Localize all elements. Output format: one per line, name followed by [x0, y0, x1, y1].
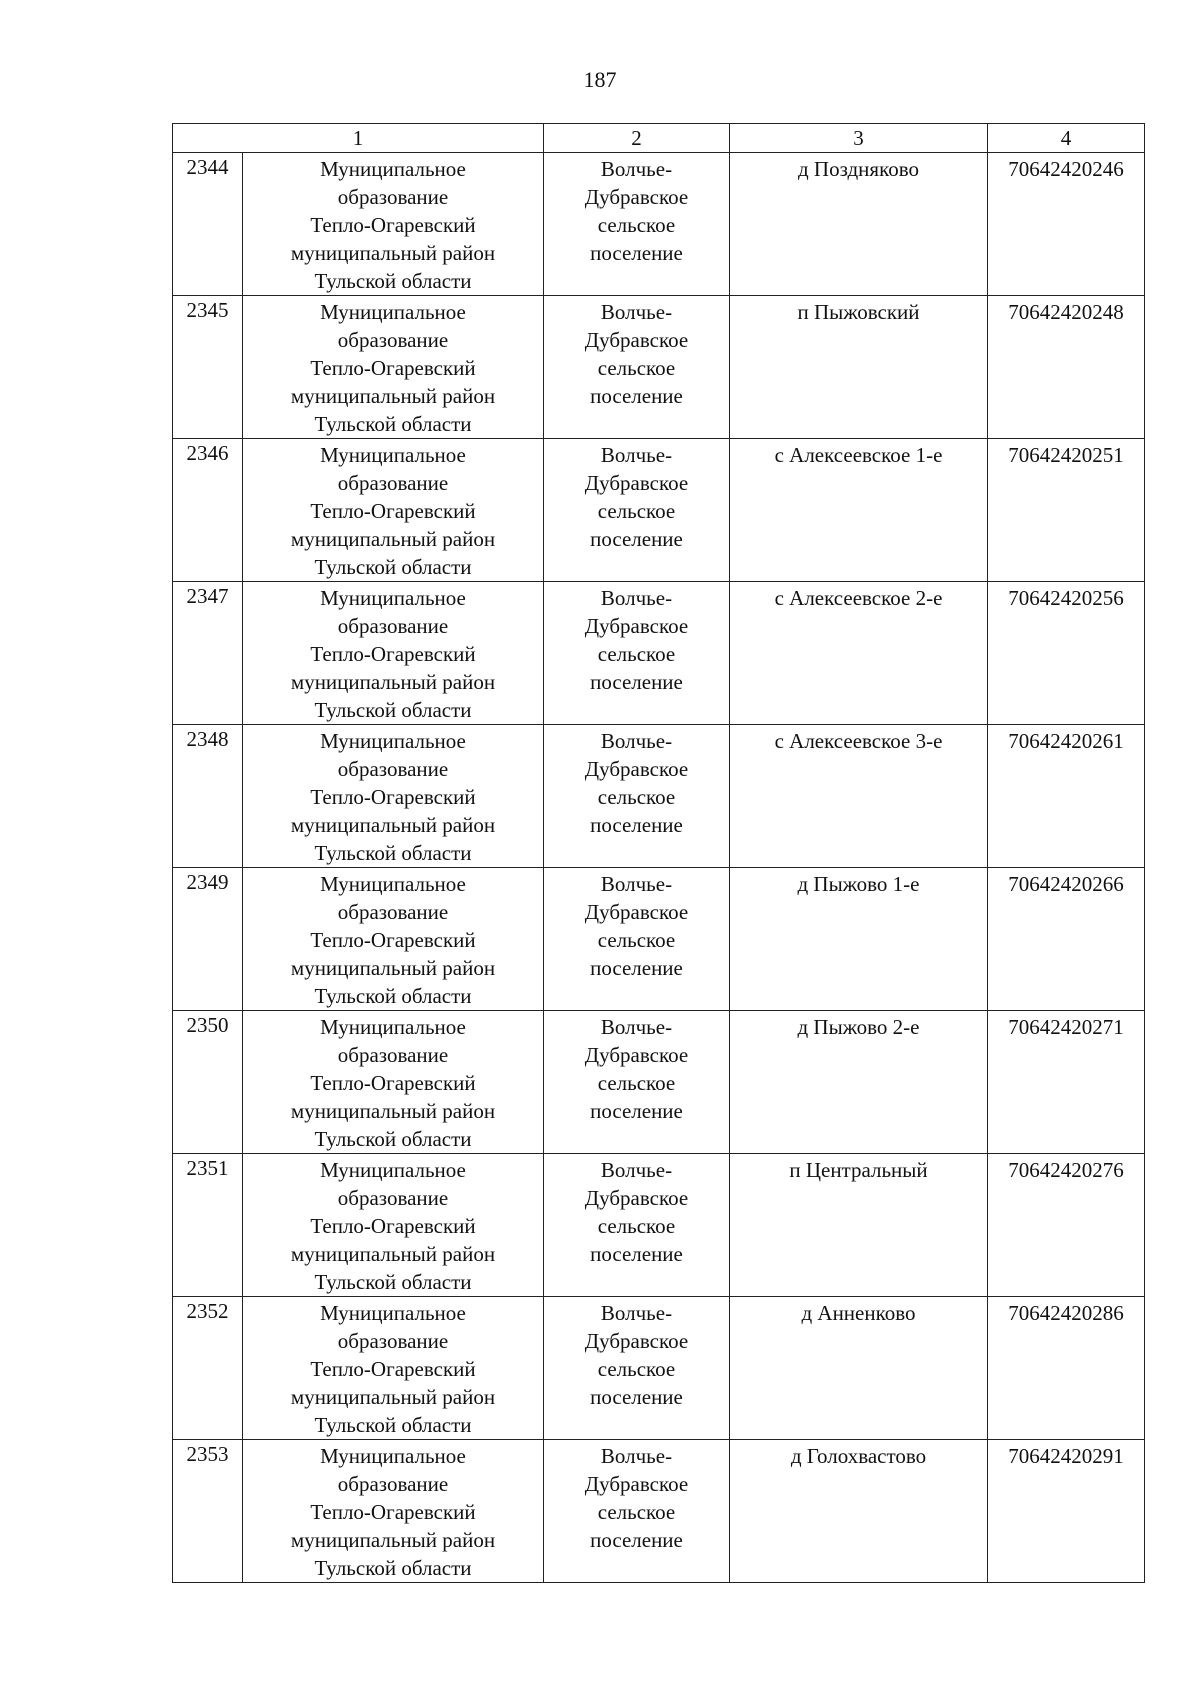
- oktmo-code-cell: [988, 153, 1145, 296]
- settlement-cell: [544, 582, 730, 725]
- table-row: [173, 725, 1145, 868]
- municipality-text: Муниципальное образование Тепло-Огаревский муниципальный район Тульской области: [290, 157, 496, 293]
- oktmo-code-cell: [988, 868, 1145, 1011]
- municipality-cell: [243, 725, 544, 868]
- table-header-row: [173, 124, 1145, 153]
- registry-table: [172, 123, 1145, 1583]
- locality-text: с Алексеевское 1-е: [774, 443, 943, 467]
- oktmo-code-text: 70642420266: [1008, 872, 1124, 896]
- settlement-text: Волчье- Дубравское сельское поселение: [584, 872, 689, 980]
- row-number: 2348: [173, 725, 243, 868]
- row-number: 2345: [173, 296, 243, 439]
- oktmo-code-cell: [988, 1297, 1145, 1440]
- settlement-text: Волчье- Дубравское сельское поселение: [584, 586, 689, 694]
- locality-cell: [730, 439, 988, 582]
- municipality-text: Муниципальное образование Тепло-Огаревский муниципальный район Тульской области: [290, 300, 496, 436]
- header-cell-2: 2: [544, 124, 730, 153]
- row-number: 2347: [173, 582, 243, 725]
- municipality-text: Муниципальное образование Тепло-Огаревский муниципальный район Тульской области: [290, 443, 496, 579]
- table-row: [173, 1154, 1145, 1297]
- table-row: [173, 296, 1145, 439]
- row-number: 2350: [173, 1011, 243, 1154]
- municipality-cell: [243, 1297, 544, 1440]
- locality-text: п Пыжовский: [797, 300, 920, 324]
- oktmo-code-cell: [988, 439, 1145, 582]
- settlement-text: Волчье- Дубравское сельское поселение: [584, 1444, 689, 1552]
- header-cell-3: 3: [730, 124, 988, 153]
- oktmo-code-text: 70642420256: [1008, 586, 1124, 610]
- locality-cell: [730, 868, 988, 1011]
- oktmo-code-text: 70642420251: [1008, 443, 1124, 467]
- row-number: 2344: [173, 153, 243, 296]
- table-row: [173, 1297, 1145, 1440]
- locality-cell: [730, 1011, 988, 1154]
- municipality-cell: [243, 153, 544, 296]
- table-row: [173, 1440, 1145, 1583]
- table-row: [173, 1011, 1145, 1154]
- oktmo-code-text: 70642420291: [1008, 1444, 1124, 1468]
- row-number: 2346: [173, 439, 243, 582]
- settlement-cell: [544, 1011, 730, 1154]
- table-row: [173, 439, 1145, 582]
- settlement-cell: [544, 1440, 730, 1583]
- municipality-cell: [243, 439, 544, 582]
- municipality-cell: [243, 296, 544, 439]
- locality-text: д Пыжово 2-е: [797, 1015, 920, 1039]
- municipality-text: Муниципальное образование Тепло-Огаревский муниципальный район Тульской области: [290, 586, 496, 722]
- row-number: 2353: [173, 1440, 243, 1583]
- locality-text: п Центральный: [789, 1158, 928, 1182]
- municipality-text: Муниципальное образование Тепло-Огаревский муниципальный район Тульской области: [290, 1444, 496, 1580]
- settlement-text: Волчье- Дубравское сельское поселение: [584, 443, 689, 551]
- locality-text: д Пыжово 1-е: [797, 872, 920, 896]
- municipality-cell: [243, 868, 544, 1011]
- municipality-cell: [243, 1440, 544, 1583]
- oktmo-code-text: 70642420271: [1008, 1015, 1124, 1039]
- municipality-cell: [243, 582, 544, 725]
- oktmo-code-text: 70642420261: [1008, 729, 1124, 753]
- municipality-cell: [243, 1011, 544, 1154]
- oktmo-code-text: 70642420276: [1008, 1158, 1124, 1182]
- header-cell-4: 4: [988, 124, 1145, 153]
- municipality-text: Муниципальное образование Тепло-Огаревский муниципальный район Тульской области: [290, 1015, 496, 1151]
- oktmo-code-cell: [988, 1440, 1145, 1583]
- oktmo-code-cell: [988, 582, 1145, 725]
- locality-text: д Анненково: [801, 1301, 916, 1325]
- locality-text: д Поздняково: [797, 157, 919, 181]
- settlement-cell: [544, 1154, 730, 1297]
- oktmo-code-text: 70642420286: [1008, 1301, 1124, 1325]
- table-row: [173, 582, 1145, 725]
- settlement-cell: [544, 1297, 730, 1440]
- oktmo-code-cell: [988, 1154, 1145, 1297]
- row-number: 2352: [173, 1297, 243, 1440]
- table-row: [173, 868, 1145, 1011]
- municipality-text: Муниципальное образование Тепло-Огаревский муниципальный район Тульской области: [290, 1158, 496, 1294]
- locality-text: д Голохвастово: [790, 1444, 927, 1468]
- header-cell-1: 1: [173, 124, 544, 153]
- locality-cell: [730, 153, 988, 296]
- oktmo-code-text: 70642420246: [1008, 157, 1124, 181]
- locality-cell: [730, 582, 988, 725]
- settlement-text: Волчье- Дубравское сельское поселение: [584, 1015, 689, 1123]
- settlement-cell: [544, 868, 730, 1011]
- table-row: [173, 153, 1145, 296]
- settlement-cell: [544, 439, 730, 582]
- municipality-text: Муниципальное образование Тепло-Огаревский муниципальный район Тульской области: [290, 729, 496, 865]
- oktmo-code-cell: [988, 296, 1145, 439]
- settlement-cell: [544, 725, 730, 868]
- settlement-cell: [544, 153, 730, 296]
- locality-cell: [730, 296, 988, 439]
- page-number: 187: [583, 67, 617, 92]
- locality-text: с Алексеевское 2-е: [774, 586, 943, 610]
- settlement-text: Волчье- Дубравское сельское поселение: [584, 1301, 689, 1409]
- row-number: 2349: [173, 868, 243, 1011]
- municipality-cell: [243, 1154, 544, 1297]
- locality-cell: [730, 1297, 988, 1440]
- locality-cell: [730, 1440, 988, 1583]
- settlement-cell: [544, 296, 730, 439]
- municipality-text: Муниципальное образование Тепло-Огаревский муниципальный район Тульской области: [290, 1301, 496, 1437]
- locality-cell: [730, 1154, 988, 1297]
- settlement-text: Волчье- Дубравское сельское поселение: [584, 729, 689, 837]
- settlement-text: Волчье- Дубравское сельское поселение: [584, 157, 689, 265]
- settlement-text: Волчье- Дубравское сельское поселение: [584, 300, 689, 408]
- settlement-text: Волчье- Дубравское сельское поселение: [584, 1158, 689, 1266]
- municipality-text: Муниципальное образование Тепло-Огаревский муниципальный район Тульской области: [290, 872, 496, 1008]
- oktmo-code-cell: [988, 725, 1145, 868]
- oktmo-code-cell: [988, 1011, 1145, 1154]
- oktmo-code-text: 70642420248: [1008, 300, 1124, 324]
- locality-cell: [730, 725, 988, 868]
- row-number: 2351: [173, 1154, 243, 1297]
- locality-text: с Алексеевское 3-е: [774, 729, 943, 753]
